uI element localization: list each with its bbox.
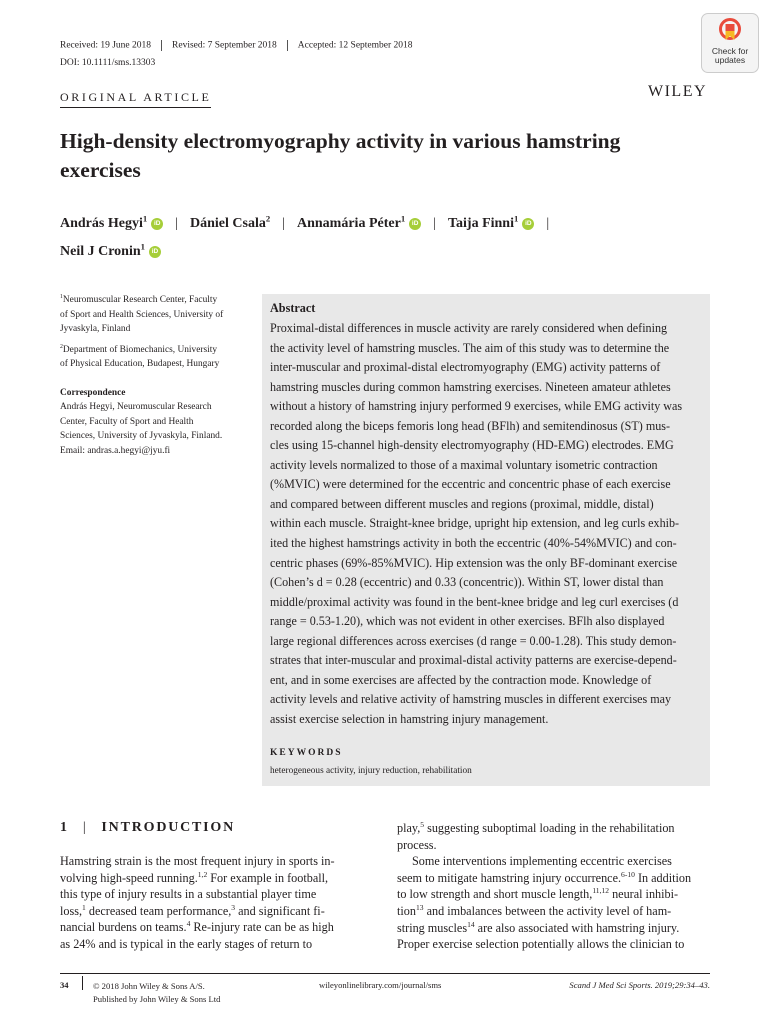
separator — [287, 40, 288, 51]
section-heading-introduction: 1 | INTRODUCTION — [60, 820, 236, 835]
journal-citation: Scand J Med Sci Sports. 2019;29:34–43. — [569, 980, 710, 990]
author[interactable]: Dániel Csala$^2$ — [190, 213, 271, 231]
title-line: High-density electromyography activity in various hamstring — [60, 129, 621, 153]
journal-url[interactable]: wileyonlinelibrary.com/journal/sms — [319, 980, 442, 990]
correspondence: Correspondence András Hegyi, Neuromuscular Research Center, Faculty of Sport and Health Sciences, University of Jyvaskyla, Finland. Email: andras.a.hegyi@jyu.fi — [60, 386, 255, 459]
author[interactable]: Taija Finni$^1$ iD — [448, 216, 534, 231]
article-title — [60, 127, 620, 185]
orcid-icon[interactable]: iD — [151, 218, 163, 230]
intro-left-column: Hamstring strain is the most frequent injury in sports in- volving high-speed running.$^{1,2}$ For example in football, this type of injury results in a substantial player time loss,$^1$ decreased team performance,$^3$ and significant fi- nancial burdens on teams.$^4$ Re-injury rate can be as high as 24% and is typical in the early stages of return to — [60, 854, 335, 951]
orcid-icon[interactable]: iD — [522, 218, 534, 230]
check-for-updates-badge[interactable] — [701, 13, 759, 73]
publisher-logo: WILEY — [648, 83, 708, 100]
copyright: © 2018 John Wiley & Sons A/S. Published by John Wiley & Sons Ltd — [93, 981, 221, 1004]
abstract-heading: Abstract — [270, 301, 316, 315]
orcid-icon[interactable]: iD — [409, 218, 421, 230]
author[interactable]: Annamária Péter$^1$ iD — [297, 216, 421, 231]
author-list-line-2 — [60, 241, 161, 260]
correspondence-heading: Correspondence — [60, 387, 126, 398]
abstract-box — [262, 294, 710, 786]
author-list — [60, 213, 561, 232]
keywords-heading: KEYWORDS — [270, 748, 343, 758]
page-number: 34 — [60, 980, 69, 990]
separator — [161, 40, 162, 51]
history-dates — [60, 40, 413, 51]
received-date: Received: 19 June 2018 — [60, 40, 152, 51]
author[interactable]: András Hegyi$^1$ iD — [60, 216, 163, 231]
affiliations — [60, 293, 255, 458]
footer-separator — [82, 976, 83, 990]
affiliation-2: $^2$Department of Biomechanics, University of Physical Education, Budapest, Hungary — [60, 343, 220, 369]
badge-line-2: updates — [714, 55, 746, 65]
doi[interactable]: DOI: 10.1111/sms.13303 — [60, 58, 156, 68]
keywords: heterogeneous activity, injury reduction, rehabilitation — [270, 766, 472, 776]
orcid-icon[interactable]: iD — [149, 246, 161, 258]
affiliation-1: $^1$Neuromuscular Research Center, Faculty of Sport and Health Sciences, University of Jyvaskyla, Finland — [60, 293, 224, 334]
footer-rule — [60, 973, 710, 974]
badge-line-1: Check for — [711, 46, 749, 56]
abstract-text: Proximal-distal differences in muscle activity are rarely considered when defining the activity level of hamstring muscles. The aim of this study was to determine the inter-muscular and proximal-distal electromyography (EMG) activity patterns of hamstring muscles during common hamstring exercises. Nineteen amateur athletes without a history of hamstring injury performed 9 exercises, while EMG activity was recorded along the biceps femoris long head (BFlh) and semitendinosus (ST) mus- cles using 15-channel high-density electromyography (HD-EMG) electrodes. EMG activity levels normalized to those of a maximal voluntary isometric contraction (%MVIC) were determined for the eccentric and concentric phase of each exercise and compared between different muscles and regions (proximal, middle, distal) within each muscle. Straight-knee bridge, upright hip extension, and leg curls exhib- ited the highest hamstrings activity in both the eccentric (40%-54%MVIC) and con- centric phases (69%-85%MVIC). Hip extension was the only BF-dominant exercise (Cohen’s d = 0.28 (eccentric) and 0.33 (concentric)). Within ST, lower distal than middle/proximal activity was found in the bent-knee bridge and leg curl exercises (d range = 0.53-1.20), which was not evident in other exercises. BFlh also displayed large regional differences across exercises (d range = 0.00-1.28). This study demon- strates that inter-muscular and proximal-distal activity patterns are exercise-depend- ent, and in some exercises are affected by the contraction mode. Knowledge of activity levels and relative activity of hamstring muscles in different exercises may assist exercise selection in hamstring injury management. — [270, 321, 683, 726]
author-separator: | — [282, 216, 285, 231]
email-link[interactable]: Email: andras.a.hegyi@jyu.fi — [60, 445, 171, 456]
article-type: ORIGINAL ARTICLE — [60, 90, 211, 108]
author-separator: | — [175, 216, 178, 231]
intro-right-column: play,$^5$ suggesting suboptimal loading in the rehabilitation process. Some interventions implementing eccentric exercises seem to mitigate hamstring injury occurrence.$^{6-10}$ In addition to low strength and short muscle length,$^{11,12}$ neural inhibi- tion$^{13}$ and imbalances between the activity level of ham- string muscles$^{14}$ are also associated with hamstring injury. Proper exercise selection potentially allows the clinician to — [397, 819, 692, 952]
author-separator: | — [433, 216, 436, 231]
accepted-date: Accepted: 12 September 2018 — [297, 40, 413, 51]
author[interactable]: Neil J Cronin$^1$ iD — [60, 244, 161, 259]
author-separator: | — [546, 216, 550, 231]
revised-date: Revised: 7 September 2018 — [172, 40, 277, 51]
title-line: exercises — [60, 158, 141, 182]
bookmark-icon — [719, 18, 741, 44]
